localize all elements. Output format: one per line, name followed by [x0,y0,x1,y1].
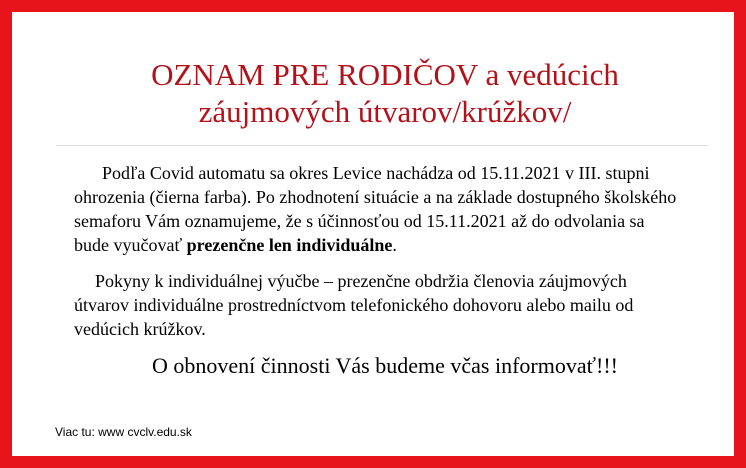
footer-more-info: Viac tu: www cvclv.edu.sk [55,425,192,439]
page-title [42,56,728,130]
paragraph-1-line-4-start: bude vyučovať [74,235,187,255]
paragraph-instructions [74,269,694,341]
paragraph-2-line-1: Pokyny k individuálnej výučbe – prezenčne obdržia členovia záujmových [95,271,627,291]
paragraph-1-line-4-end: . [392,235,397,255]
title-line-2: záujmových útvarov/krúžkov/ [198,94,572,129]
paragraph-1-line-3: semaforu Vám oznamujeme, že s účinnosťou od 15.11.2021 až do odvolania sa [74,211,645,231]
paragraph-2-line-3: vedúcich krúžkov. [74,319,206,339]
title-line-1: OZNAM PRE RODIČOV a vedúcich [151,57,619,92]
paragraph-2-line-2: útvarov individuálne prostredníctvom telefonického dohovoru alebo mailu od [74,295,634,315]
paragraph-1-line-2: ohrozenia (čierna farba). Po zhodnotení situácie a na základe dostupného školského [74,187,677,207]
paragraph-1-line-1: Podľa Covid automatu sa okres Levice nachádza od 15.11.2021 v III. stupni [102,163,650,183]
paragraph-covid-status [74,161,694,257]
bold-emphasis: prezenčne len individuálne [186,235,393,255]
resume-notice: O obnovení činnosti Vás budeme včas informovať!!! [152,353,618,378]
title-divider [56,145,708,146]
paragraph-1-line-4 [74,233,694,257]
